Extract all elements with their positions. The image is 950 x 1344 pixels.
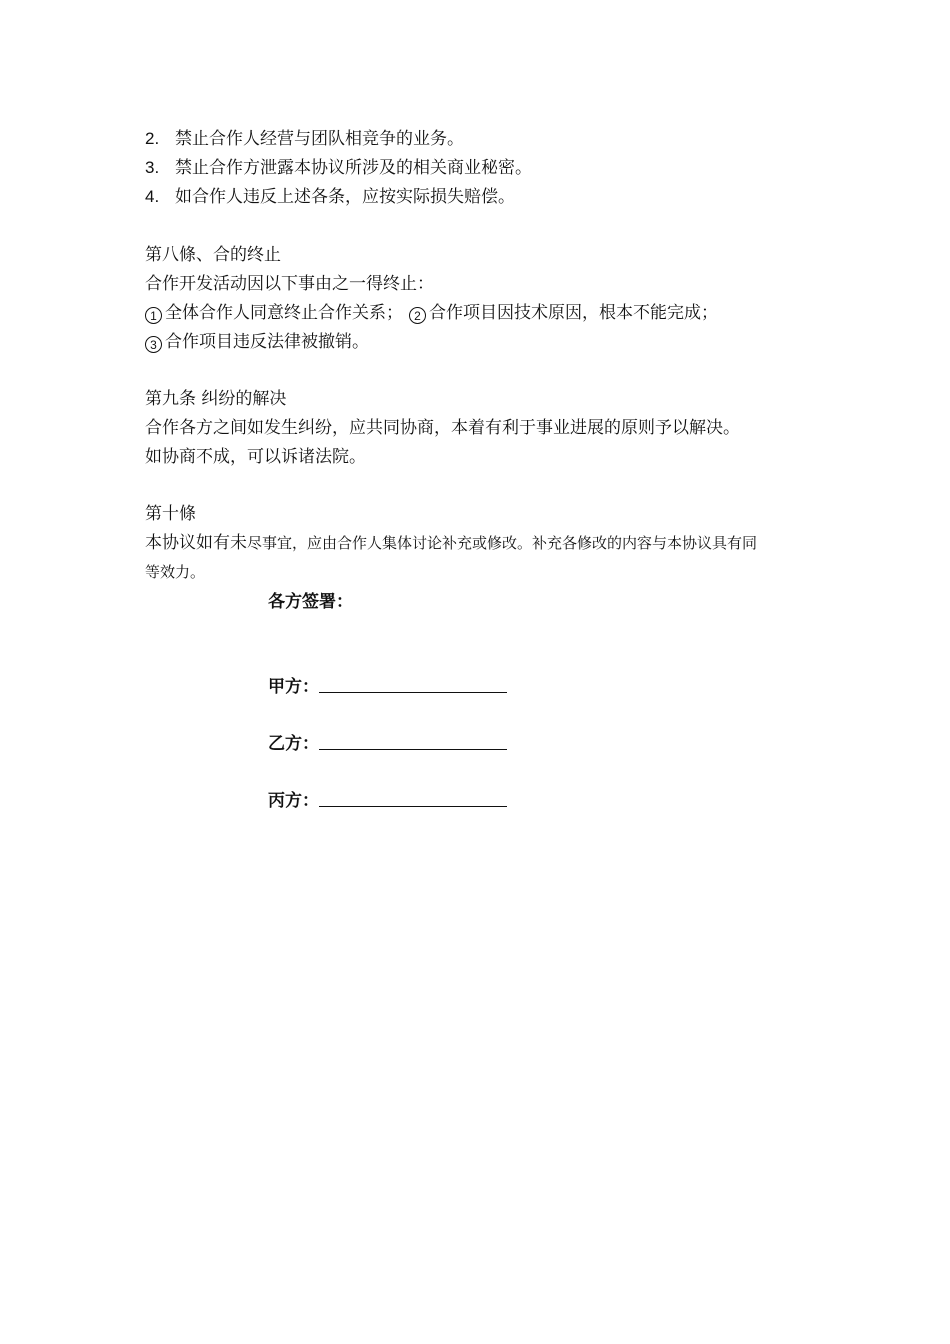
signature-block <box>268 589 668 615</box>
list-item <box>145 124 845 153</box>
list-number: 2. <box>145 129 160 148</box>
article-10-text-small: 尽事宜，应由合作人集体讨论补充或修改。补充各修改的内容与本协议具有同 <box>247 534 758 552</box>
list-text: 如合作人违反上述各条，应按实际损失赔偿。 <box>175 187 515 207</box>
list-item <box>145 182 845 211</box>
article-10-text-main: 本协议如有未 <box>145 533 247 553</box>
article-9 <box>145 385 825 472</box>
signature-line <box>319 731 507 750</box>
article-8-item-text: 全体合作人同意终止合作关系； <box>165 303 403 323</box>
signature-row-party-b <box>268 731 668 757</box>
article-8-intro: 合作开发活动因以下事由之一得终止： <box>145 274 434 294</box>
signature-row-party-c <box>268 788 668 814</box>
signature-title: 各方签署： <box>268 592 353 612</box>
article-9-line-1: 合作各方之间如发生纠纷，应共同协商，本着有利于事业进展的原则予以解决。 <box>145 418 740 438</box>
article-8-items-line-2 <box>145 328 825 357</box>
party-label: 乙方： <box>268 734 319 754</box>
circled-number: 2 <box>409 307 426 324</box>
list-item <box>145 153 845 182</box>
article-8-title: 第八條、合的终止 <box>145 245 281 265</box>
list-number: 3. <box>145 158 160 177</box>
circled-number: 1 <box>145 307 162 324</box>
article-8-items-line-1 <box>145 299 825 328</box>
article-8-item-text: 合作项目因技术原因，根本不能完成； <box>429 303 718 323</box>
circled-number: 3 <box>145 336 162 353</box>
article-10 <box>145 500 825 587</box>
prohibition-list <box>145 124 845 211</box>
article-10-title: 第十條 <box>145 504 196 524</box>
signature-line <box>319 674 507 693</box>
article-8-item-text: 合作项目违反法律被撤销。 <box>165 332 369 352</box>
article-9-line-2: 如协商不成，可以诉诸法院。 <box>145 447 366 467</box>
list-number: 4. <box>145 187 160 206</box>
list-text: 禁止合作人经营与团队相竞争的业务。 <box>175 129 464 149</box>
party-label: 甲方： <box>268 677 319 697</box>
article-8 <box>145 241 825 357</box>
article-10-line-1 <box>145 529 825 558</box>
article-9-title: 第九条 纠纷的解决 <box>145 389 287 409</box>
article-10-line-2: 等效力。 <box>145 563 206 581</box>
list-text: 禁止合作方泄露本协议所涉及的相关商业秘密。 <box>175 158 532 178</box>
signature-line <box>319 788 507 807</box>
party-label: 丙方： <box>268 791 319 811</box>
signature-row-party-a <box>268 674 668 700</box>
